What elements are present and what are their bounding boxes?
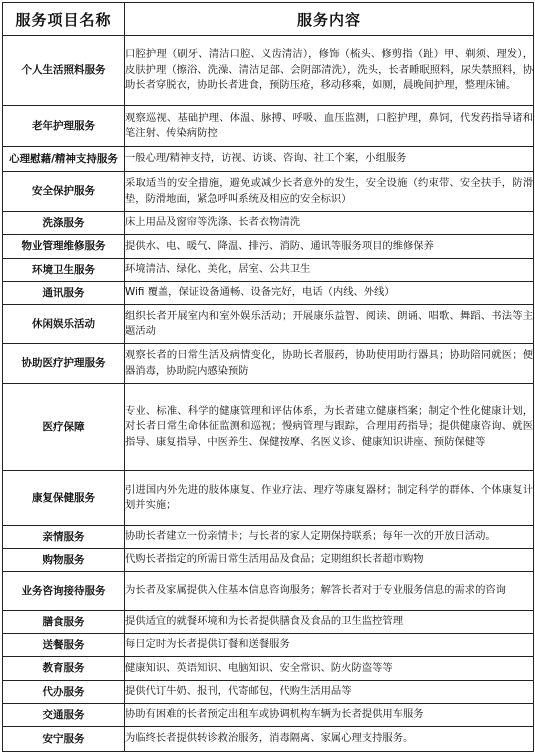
service-content-text: 代购长者指定的所需日常生活用品及食品；定期组织长者超市购物: [125, 553, 424, 566]
service-content-text: Wifi 覆盖，保证设备通畅、设备完好，电话（内线、外线）: [125, 286, 395, 299]
table-row: [3, 384, 534, 471]
service-name-cell: 心理慰藉/精神支持服务: [3, 147, 125, 172]
service-content-cell: [125, 681, 534, 704]
service-content-cell: [125, 172, 534, 212]
service-content-cell: [125, 704, 534, 727]
service-name-cell: 安宁服务: [3, 727, 125, 752]
service-name-cell: 康复保健服务: [3, 471, 125, 526]
service-content-text: 协助有困难的长者预定出租车或协调机构车辆为长者提供用车服务: [125, 708, 424, 721]
service-name-cell: 膳食服务: [3, 611, 125, 634]
service-content-text: 床上用品及窗帘等洗涤、长者衣物清洗: [125, 216, 301, 229]
table-row: [3, 147, 534, 172]
service-content-text: 口腔护理（刷牙、清洁口腔、义齿清洁），修饰（梳头、修剪指（趾）甲、剃须、理发），皮肤护理（擦浴、洗澡、清洁足部、会阴部清洗），洗头，长者睡眠照料，尿失禁照料，协助长者穿脱衣，协助长者进食，预防压疮，移动移乘，如厕，晨晚间护理，整理床铺。: [125, 48, 533, 92]
table-row: [3, 572, 534, 611]
service-content-text: 健康知识、英语知识、电脑知识、安全常识、防火防盗等等: [125, 661, 393, 674]
service-name-cell: 个人生活照料服务: [3, 36, 125, 106]
service-name-cell: 医疗保障: [3, 384, 125, 471]
table-row: [3, 611, 534, 634]
table-row: [3, 259, 534, 282]
service-content-cell: [125, 384, 534, 471]
table-row: [3, 344, 534, 384]
service-content-text: 引进国内外先进的肢体康复、作业疗法、理疗等康复器材；制定科学的群体、个体康复计划并实施；: [125, 483, 533, 511]
service-content-cell: [125, 212, 534, 235]
service-table-container: [2, 2, 533, 752]
service-content-text: 提供适宜的就餐环境和为长者提供膳食及食品的卫生监控管理: [125, 615, 404, 628]
service-content-text: 观察长者的日常生活及病情变化，协助长者服药，协助使用助行器具；协助陪同就医；便器消毒，协助院内感染预防: [125, 349, 533, 377]
table-row: [3, 634, 534, 657]
service-content-text: 观察巡视、基础护理、体温、脉搏、呼吸、血压监测，口腔护理，鼻饲，代发药指导诸和笔注射、传染病防控: [125, 111, 533, 139]
service-content-text: 专业、标准、科学的健康管理和评估体系，为长者建立健康档案；制定个性化健康计划，对长者日常生命体征监测和巡视；慢病管理与跟踪，合理用药指导；提供健康咨询、就医指导、康复指导、中医养生、保健按摩、名医义诊、健康知识讲座、预防保健等: [125, 404, 533, 448]
service-content-cell: [125, 106, 534, 147]
service-content-text: 每日定时为长者提供订餐和送餐服务: [125, 638, 290, 651]
service-content-text: 环境清洁、绿化、美化，居室、公共卫生: [125, 263, 311, 276]
service-name-cell: 交通服务: [3, 704, 125, 727]
service-name-cell: 代办服务: [3, 681, 125, 704]
service-content-cell: [125, 344, 534, 384]
service-content-cell: [125, 727, 534, 752]
service-name-cell: 教育服务: [3, 657, 125, 681]
service-content-cell: [125, 259, 534, 282]
service-name-cell: 业务咨询接待服务: [3, 572, 125, 611]
service-name-cell: 亲情服务: [3, 526, 125, 549]
service-content-text: 采取适当的安全措施，避免或减少长者意外的发生，安全设施（约束带、安全扶手，防滑垫，防滑地面，紧急呼叫系统及相应的安全标识）: [125, 177, 533, 205]
service-name-cell: 老年护理服务: [3, 106, 125, 147]
service-content-cell: [125, 305, 534, 344]
service-content-cell: [125, 549, 534, 572]
service-content-text: 为长者及家属提供入住基本信息咨询服务；解答长者对于专业服务信息的需求的咨询: [125, 584, 506, 597]
table-row: [3, 282, 534, 305]
table-row: [3, 526, 534, 549]
service-content-text: 提供代订牛奶、报刊，代寄邮包，代购生活用品等: [125, 685, 352, 698]
table-row: [3, 212, 534, 235]
service-name-cell: 物业管理维修服务: [3, 235, 125, 259]
table-row: [3, 172, 534, 212]
table-row: [3, 727, 534, 752]
service-content-cell: [125, 235, 534, 259]
table-row: [3, 681, 534, 704]
table-row: [3, 36, 534, 106]
table-row: [3, 235, 534, 259]
service-content-text: 为临终长者提供转诊救治服务，消毒隔离、家属心理支持服务。: [125, 732, 414, 745]
service-name-cell: 购物服务: [3, 549, 125, 572]
service-content-text: 协助长者建立一份亲情卡；与长者的家人定期保持联系；每年一次的开放日活动。: [125, 530, 496, 543]
header-service-content: 服务内容: [125, 3, 534, 36]
service-content-cell: [125, 657, 534, 681]
service-name-cell: 环境卫生服务: [3, 259, 125, 282]
service-content-cell: [125, 611, 534, 634]
table-row: [3, 704, 534, 727]
service-content-text: 组织长者开展室内和室外娱乐活动；开展康乐益智、阅读、朗诵、唱歌、舞蹈、书法等主题活动: [125, 309, 533, 337]
service-content-text: 一般心理/精神支持，访视、访谈、咨询、社工个案，小组服务: [125, 152, 407, 165]
service-content-cell: [125, 471, 534, 526]
table-row: [3, 471, 534, 526]
service-name-cell: 休闲娱乐活动: [3, 305, 125, 344]
service-name-cell: 安全保护服务: [3, 172, 125, 212]
service-content-cell: [125, 526, 534, 549]
service-content-cell: [125, 147, 534, 172]
service-content-cell: [125, 572, 534, 611]
table-row: [3, 549, 534, 572]
table-header-row: [3, 3, 534, 36]
service-content-text: 提供水、电、暖气、降温、排污、消防、通讯等服务项目的维修保养: [125, 239, 434, 252]
service-name-cell: 通讯服务: [3, 282, 125, 305]
service-content-cell: [125, 36, 534, 106]
table-row: [3, 657, 534, 681]
service-name-cell: 洗涤服务: [3, 212, 125, 235]
service-table: [2, 2, 534, 752]
table-row: [3, 106, 534, 147]
table-row: [3, 305, 534, 344]
service-content-cell: [125, 634, 534, 657]
service-name-cell: 协助医疗护理服务: [3, 344, 125, 384]
header-service-name: 服务项目名称: [3, 3, 125, 36]
service-name-cell: 送餐服务: [3, 634, 125, 657]
service-content-cell: [125, 282, 534, 305]
